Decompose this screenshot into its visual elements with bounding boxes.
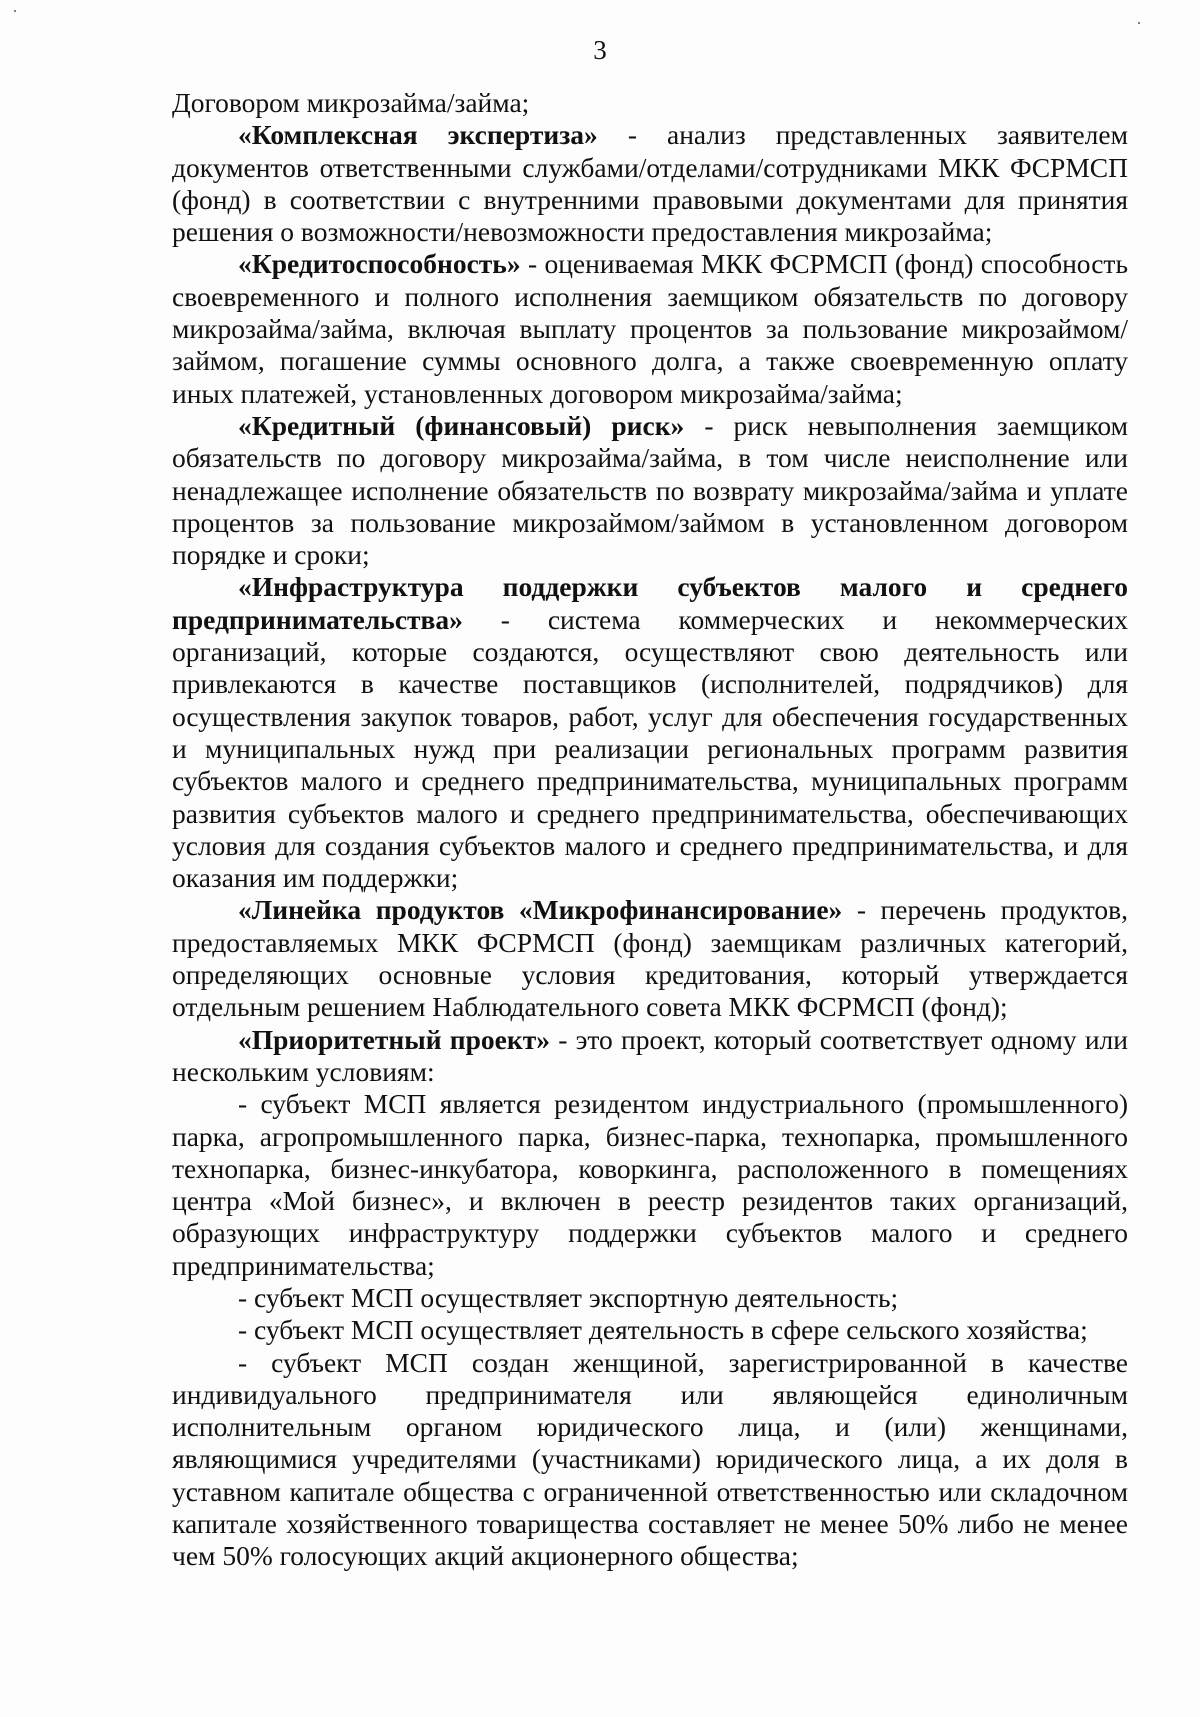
- paragraph-text: - субъект МСП является резидентом индустриального (промышленного) парка, агропромышленного парка, бизнес-парка, технопарка, промышленного технопарка, бизнес-инкубатора, коворкинга, расположенного в помещениях центра «Мой бизнес», и включен в реестр резидентов таких организаций, образующих инфраструктуру поддержки субъектов малого и среднего предпринимательства;: [172, 1088, 1128, 1281]
- paragraph: [172, 119, 1128, 248]
- paragraph-text: - анализ представленных заявителем документов ответственными службами/отделами/сотрудниками МКК ФСРМСП (фонд) в соответствии с внутренними правовыми документами для принятия решения о возможности/невозможности предоставления микрозайма;: [172, 119, 1129, 248]
- definition-term: «Инфраструктура поддержки субъектов малого и среднего предпринимательства»: [172, 571, 1128, 635]
- paragraph: [172, 410, 1128, 571]
- document-body: [172, 87, 1128, 1573]
- scan-speck: [1138, 22, 1140, 24]
- definition-term: «Линейка продуктов «Микрофинансирование»: [238, 894, 843, 926]
- paragraph-text: - субъект МСП осуществляет деятельность в сфере сельского хозяйства;: [238, 1314, 1088, 1346]
- definition-term: «Кредитный (финансовый) риск»: [238, 409, 685, 441]
- paragraph: [172, 894, 1128, 1023]
- paragraph-text: Договором микрозайма/займа;: [172, 87, 530, 118]
- scan-speck: [14, 10, 16, 12]
- paragraph-text: - перечень продуктов, предоставляемых МКК ФСРМСП (фонд) заемщикам различных категорий, определяющих основные условия кредитования, который утверждается отдельным решением Наблюдательного совета МКК ФСРМСП (фонд);: [172, 894, 1129, 1023]
- definition-term: «Кредитоспособность»: [238, 248, 521, 280]
- paragraph: [172, 571, 1128, 894]
- paragraph-text: - субъект МСП создан женщиной, зарегистрированной в качестве индивидуального предпринимателя или являющейся единоличным исполнительным органом юридического лица, и (или) женщинами, являющимися учредителями (участниками) юридического лица, а их доля в уставном капитале общества с ограниченной ответственностью или складочном капитале хозяйственного товарищества составляет не менее 50% либо не менее чем 50% голосующих акций акционерного общества;: [172, 1346, 1128, 1572]
- paragraph-text: - оцениваемая МКК ФСРМСП (фонд) способность своевременного и полного исполнения заемщиком обязательств по договору микрозайма/займа, включая выплату процентов за пользование микрозаймом/займом, погашение суммы основного долга, а также своевременную оплату иных платежей, установленных договором микрозайма/займа;: [172, 248, 1128, 409]
- paragraph-text: - риск невыполнения заемщиком обязательств по договору микрозайма/займа, в том числе неисполнение или ненадлежащее исполнение обязательств по возврату микрозайма/займа и уплате процентов за пользование микрозаймом/займом в установленном договором порядке и сроки;: [172, 409, 1128, 571]
- paragraph-text: - это проект, который соответствует одному или нескольким условиям:: [172, 1023, 1129, 1087]
- paragraph: [172, 248, 1128, 409]
- list-item: [172, 1314, 1128, 1346]
- paragraph-text: - субъект МСП осуществляет экспортную деятельность;: [238, 1281, 899, 1313]
- list-item: [172, 1088, 1128, 1282]
- paragraph: [172, 1024, 1128, 1089]
- definition-term: «Приоритетный проект»: [238, 1023, 550, 1055]
- paragraph: [172, 87, 1128, 119]
- list-item: [172, 1347, 1128, 1573]
- list-item: [172, 1282, 1128, 1314]
- paragraph-text: - система коммерческих и некоммерческих организаций, которые создаются, осуществляют свою деятельность или привлекаются в качестве поставщиков (исполнителей, подрядчиков) для осуществления закупок товаров, работ, услуг для обеспечения государственных и муниципальных нужд при реализации региональных программ развития субъектов малого и среднего предпринимательства, муниципальных программ развития субъектов малого и среднего предпринимательства, обеспечивающих условия для создания субъектов малого и среднего предпринимательства, и для оказания им поддержки;: [172, 603, 1128, 894]
- page-number: 3: [593, 35, 607, 65]
- definition-term: «Комплексная экспертиза»: [238, 119, 598, 151]
